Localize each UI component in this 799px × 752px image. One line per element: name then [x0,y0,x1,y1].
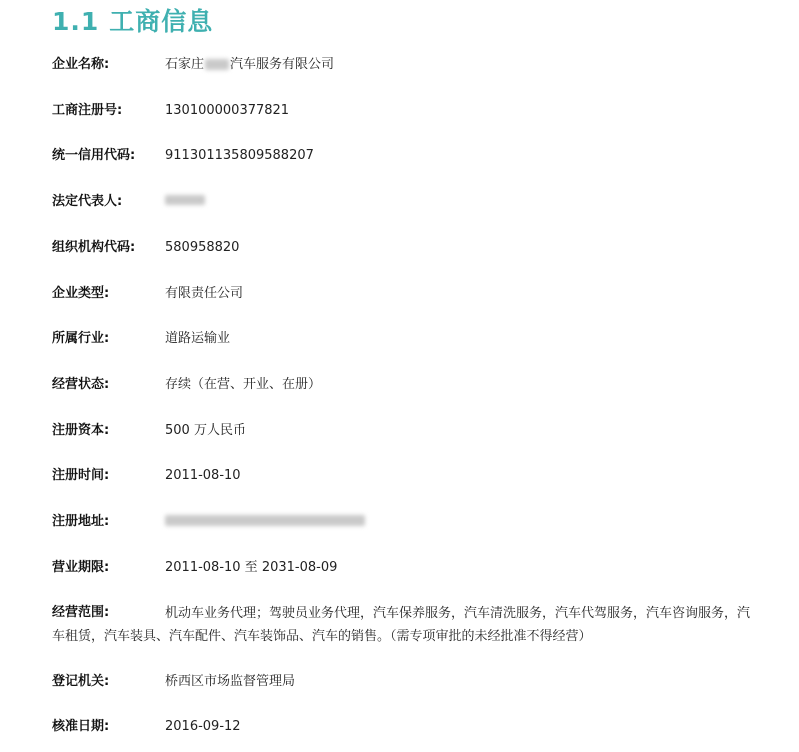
operating-status-label: 经营状态: [52,377,110,392]
approval-date-value: 2016-09-12 [165,719,241,734]
business-scope-text: 机动车业务代理；驾驶员业务代理，汽车保养服务，汽车清洗服务，汽车代驾服务，汽车咨询服务，汽车租赁，汽车装具、汽车配件、汽车装饰品、汽车的销售。（需专项审批的未经批准不得经营） [52,606,751,644]
org-code-value: 580958820 [165,240,240,255]
company-name-prefix: 石家庄 [165,57,205,72]
business-term-label: 营业期限: [52,560,110,575]
approval-date-label: 核准日期: [52,719,110,734]
company-name-suffix: 汽车服务有限公司 [230,57,335,72]
registration-date-label: 注册时间: [52,468,110,483]
registered-capital-value: 500 万人民币 [165,423,246,438]
section-number: 1.1 [52,7,100,36]
registered-capital-label: 注册资本: [52,423,110,438]
industry-value: 道路运输业 [165,331,231,346]
registered-address-value [165,511,365,533]
credit-code-label: 统一信用代码: [52,148,136,163]
credit-code-value: 911301135809588207 [165,148,314,163]
company-type-value: 有限责任公司 [165,286,244,301]
section-title [52,2,213,38]
section-title-text: 工商信息 [109,7,214,36]
business-scope-label: 经营范围: [52,605,110,620]
redacted-company-name-blur [205,59,229,70]
registration-number-value: 130100000377821 [165,103,290,118]
legal-representative-value [165,191,205,213]
registration-authority-label: 登记机关: [52,674,110,689]
business-term-value: 2011-08-10 至 2031-08-09 [165,560,338,575]
redacted-name-blur [165,195,205,205]
registered-address-label: 注册地址: [52,514,110,529]
company-name-value [165,54,334,76]
org-code-label: 组织机构代码: [52,240,136,255]
registration-date-value: 2011-08-10 [165,468,241,483]
registration-number-label: 工商注册号: [52,103,123,118]
company-name-label: 企业名称: [52,57,110,72]
company-type-label: 企业类型: [52,286,110,301]
industry-label: 所属行业: [52,331,110,346]
redacted-address-blur [165,515,365,526]
legal-representative-label: 法定代表人: [52,194,123,209]
operating-status-value: 存续（在营、开业、在册） [165,377,322,392]
registration-authority-value: 桥西区市场监督管理局 [165,674,296,689]
